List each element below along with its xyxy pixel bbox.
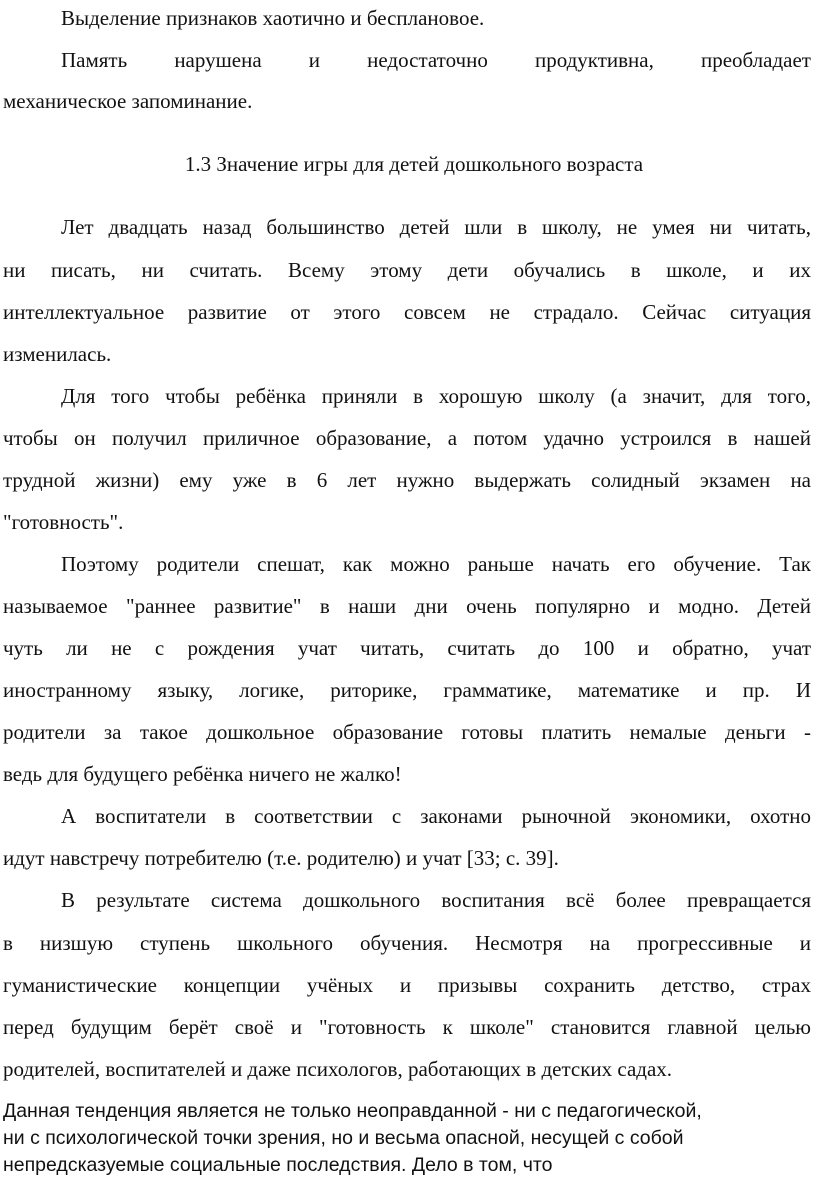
paragraph-line: трудной жизни) ему уже в 6 лет нужно выдержать солидный экзамен на <box>3 468 811 492</box>
paragraph-line: перед будущим берёт своё и "готовность к школе" становится главной целью <box>3 1015 811 1039</box>
paragraph-line: Поэтому родители спешат, как можно раньше начать его обучение. Так <box>61 552 811 576</box>
paragraph-line: Данная тенденция является не только неоправданной - ни с педагогической, <box>3 1100 702 1122</box>
paragraph-line: в низшую ступень школьного обучения. Несмотря на прогрессивные и <box>3 931 811 955</box>
paragraph-line: родители за такое дошкольное образование готовы платить немалые деньги - <box>3 720 811 744</box>
paragraph-line: чуть ли не с рождения учат читать, считать до 100 и обратно, учат <box>3 636 811 660</box>
paragraph-line: изменилась. <box>3 342 112 366</box>
section-heading: 1.3 Значение игры для детей дошкольного возраста <box>184 152 644 176</box>
paragraph-line: А воспитатели в соответствии с законами рыночной экономики, охотно <box>61 804 811 828</box>
paragraph-line: называемое "раннее развитие" в наши дни очень популярно и модно. Детей <box>3 594 811 618</box>
paragraph-line: чтобы он получил приличное образование, а потом удачно устроился в нашей <box>3 426 811 450</box>
intro-line-3: механическое запоминание. <box>3 89 253 113</box>
paragraph-line: В результате система дошкольного воспитания всё более превращается <box>61 888 811 912</box>
paragraph-line: "готовность". <box>3 510 124 534</box>
paragraph-line: идут навстречу потребителю (т.е. родителю) и учат [33; с. 39]. <box>3 846 559 870</box>
paragraph-line: Для того чтобы ребёнка приняли в хорошую школу (а значит, для того, <box>61 384 811 408</box>
paragraph-line: непредсказуемые социальные последствия. Дело в том, что <box>3 1154 553 1176</box>
paragraph-line: родителей, воспитателей и даже психологов, работающих в детских садах. <box>3 1057 673 1081</box>
paragraph-line: гуманистические концепции учёных и призывы сохранить детство, страх <box>3 973 811 997</box>
paragraph-line: ведь для будущего ребёнка ничего не жалко! <box>3 762 402 786</box>
intro-line-1: Выделение признаков хаотично и бесплановое. <box>61 6 485 30</box>
paragraph-line: иностранному языку, логике, риторике, грамматике, математике и пр. И <box>3 678 811 702</box>
paragraph-line: ни писать, ни считать. Всему этому дети обучались в школе, и их <box>3 258 811 282</box>
intro-line-2: Память нарушена и недостаточно продуктивна, преобладает <box>61 48 811 72</box>
paragraph-line: Лет двадцать назад большинство детей шли в школу, не умея ни читать, <box>61 215 811 239</box>
paragraph-line: интеллектуальное развитие от этого совсем не страдало. Сейчас ситуация <box>3 300 811 324</box>
paragraph-line: ни с психологической точки зрения, но и весьма опасной, несущей с собой <box>3 1127 684 1149</box>
